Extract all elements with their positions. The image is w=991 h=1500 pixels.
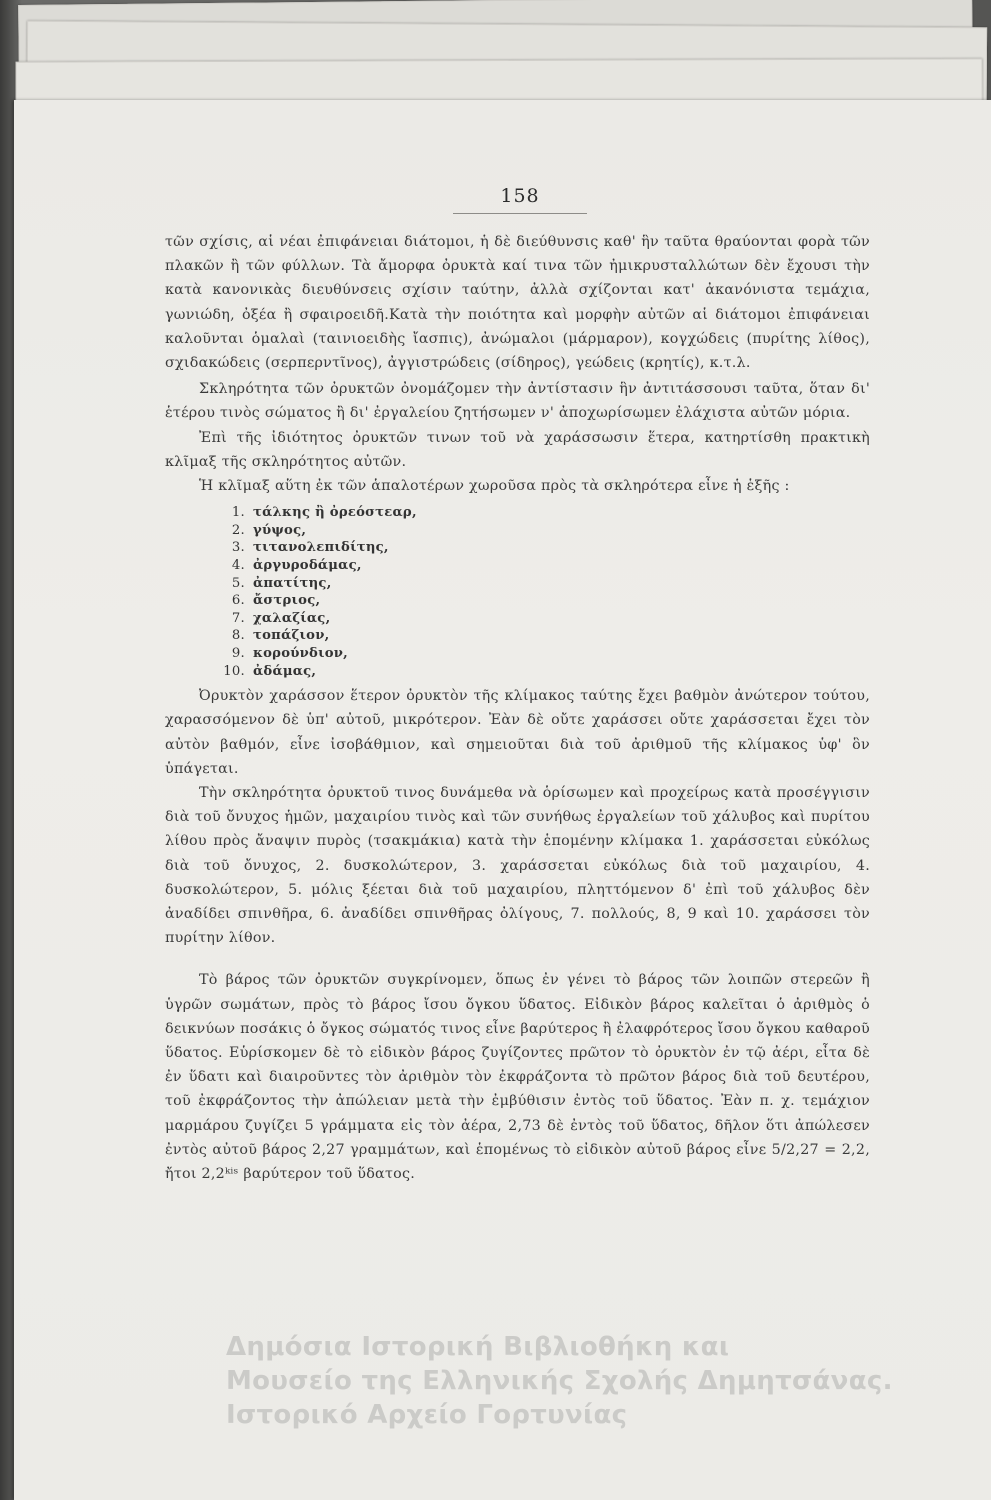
list-item: 6. ἄστριος, (231, 593, 321, 609)
list-item: 8. τοπάζιον, (231, 628, 330, 644)
page-number: 158 (500, 185, 540, 207)
watermark-line: Μουσείο της Ελληνικής Σχολής Δημητσάνας. (226, 1366, 893, 1396)
list-item: 9. κορούνδιον, (231, 645, 349, 661)
list-item: 2. γύψος, (231, 522, 307, 538)
list-item: 10. ἀδάμας, (223, 663, 317, 679)
list-item: 3. τιτανολεπιδίτης, (231, 540, 389, 556)
page-body (165, 230, 870, 1186)
list-item: 4. ἀργυροδάμας, (231, 558, 362, 574)
list-item: 5. ἀπατίτης, (231, 575, 332, 591)
paragraph-hardness-scale-intro: Ἐπὶ τῆς ἰδιότητος ὀρυκτῶν τινων τοῦ νὰ χαράσσωσιν ἕτερα, κατηρτίσθη πρακτικὴ κλῖμαξ τῆς σκληρότητος αὐτῶν. (165, 429, 870, 470)
watermark-line: Δημόσια Ιστορική Βιβλιοθήκη και (226, 1332, 730, 1362)
paragraph-specific-gravity: Τὸ βάρος τῶν ὀρυκτῶν συγκρίνομεν, ὅπως ἐν γένει τὸ βάρος τῶν λοιπῶν στερεῶν ἢ ὑγρῶν σωμάτων, πρὸς τὸ βάρος ἴσου ὄγκου ὕδατος. Εἰδικὸν βάρος καλεῖται ὁ ἀριθμὸς ὁ δεικνύων ποσάκις ὁ ὄγκος σώματός τινος εἶνε βαρύτερος ἢ ἐλαφρότερος ἴσου ὄγκου καθαροῦ ὕδατος. Εὑρίσκομεν δὲ τὸ εἰδικὸν βάρος ζυγίζοντες πρῶτον τὸ ὀρυκτὸν ἐν τῷ ἀέρι, εἶτα δὲ ἐν ὕδατι καὶ διαιροῦντες τὸν ἀριθμὸν τὸν ἐκφράζοντα τὸ πρῶτον βάρος διὰ τοῦ δευτέρου, τοῦ ἐκφράζοντος τὴν ἀπώλειαν μετὰ τὴν ἐμβύθισιν ἐντὸς τοῦ ὕδατος. Ἐὰν π. χ. τεμάχιον μαρμάρου ζυγίζει 5 γράμματα εἰς τὸν ἀέρα, 2,73 δὲ ἐντὸς τοῦ ὕδατος, δῆλον ὅτι ἀπώλεσεν ἐντὸς αὐτοῦ βάρος 2,27 γραμμάτων, καὶ ἑπομένως τὸ εἰδικὸν αὐτοῦ βάρος εἶνε 5/2,27 = 2,2, ἤτοι 2,2ᵏⁱˢ βαρύτερον τοῦ ὕδατος. (165, 972, 870, 1183)
list-item: 1. τάλκης ἢ ὀρεόστεαρ, (231, 505, 417, 521)
watermark-line: Ιστορικό Αρχείο Γορτυνίας (226, 1400, 628, 1430)
hardness-scale-list (223, 504, 870, 680)
list-item: 7. χαλαζίας, (231, 610, 331, 626)
paragraph-cleavage: τῶν σχίσις, αἱ νέαι ἐπιφάνειαι διάτομοι, ἡ δὲ διεύθυνσις καθ' ἣν ταῦτα θραύονται φορὰ τῶν πλακῶν ἢ τῶν φύλλων. Τὰ ἄμορφα ὀρυκτὰ καί τινα τῶν ἠμικρυσταλλώτων δὲν ἔχουσι τὴν κατὰ κανονικὰς διευθύνσεις σχίσιν ταύτην, ἀλλὰ σχίζονται κατ' ἀκανόνιστα τεμάχια, γωνιώδη, ὀξέα ἢ σφαιροειδῆ.Κατὰ τὴν ποιότητα καὶ μορφὴν αὐτῶν αἱ διάτομοι ἐπιφάνειαι καλοῦνται ὁμαλαὶ (ταινιοειδὴς ἴασπις), ἀνώμαλοι (μάρμαρον), κογχώδεις (πυρίτης λίθος), σχιδακώδεις (σερπερντῖνος), ἀγγιστρώδεις (σίδηρος), γεώδεις (κρητίς), κ.τ.λ. (165, 234, 870, 372)
paragraph-hardness-definition: Σκληρότητα τῶν ὀρυκτῶν ὀνομάζομεν τὴν ἀντίστασιν ἣν ἀντιτάσσουσι ταῦτα, ὅταν δι' ἑτέρου τινὸς σώματος ἢ δι' ἐργαλείου ζητήσωμεν ν' ἀποχωρίσωμεν ἐλάχιστα αὐτῶν μόρια. (165, 381, 870, 422)
paragraph-field-test: Τὴν σκληρότητα ὀρυκτοῦ τινος δυνάμεθα νὰ ὁρίσωμεν καὶ προχείρως κατὰ προσέγγισιν διὰ τοῦ ὄνυχος ἡμῶν, μαχαιρίου τινὸς καὶ τῶν συνήθως ἐργαλείων τοῦ χάλυβος καὶ πυρίτου λίθου πρὸς ἄναψιν πυρὸς (τσακμάκια) κατὰ τὴν ἑπομένην κλίμακα 1. χαράσσεται εὐκόλως διὰ τοῦ ὄνυχος, 2. δυσκολώτερον, 3. χαράσσεται εὐκόλως διὰ τοῦ μαχαιρίου, 4. δυσκολώτερον, 5. μόλις ξέεται διὰ τοῦ μαχαιρίου, πληττόμενον δ' ἐπὶ τοῦ χάλυβος δὲν ἀναδίδει σπινθῆρα, 6. ἀναδίδει σπινθῆρας ὀλίγους, 7. πολλούς, 8, 9 καὶ 10. χαράσσει τὸν πυρίτην λίθον. (165, 784, 870, 947)
paragraph-scratch-rule: Ὀρυκτὸν χαράσσον ἕτερον ὀρυκτὸν τῆς κλίμακος ταύτης ἔχει βαθμὸν ἀνώτερον τούτου, χαρασσόμενον δὲ ὑπ' αὐτοῦ, μικρότερον. Ἐὰν δὲ οὔτε χαράσσει οὔτε χαράσσεται ἔχει τὸν αὐτὸν βαθμόν, εἶνε ἰσοβάθμιον, καὶ σημειοῦται διὰ τοῦ ἀριθμοῦ τῆς κλίμακος ὑφ' ὃν ὑπάγεται. (165, 688, 870, 777)
paragraph-scale-order: Ἡ κλῖμαξ αὕτη ἐκ τῶν ἁπαλοτέρων χωροῦσα πρὸς τὰ σκληρότερα εἶνε ἡ ἑξῆς : (199, 478, 790, 495)
library-watermark (226, 1330, 986, 1432)
page-number-rule (453, 213, 587, 214)
